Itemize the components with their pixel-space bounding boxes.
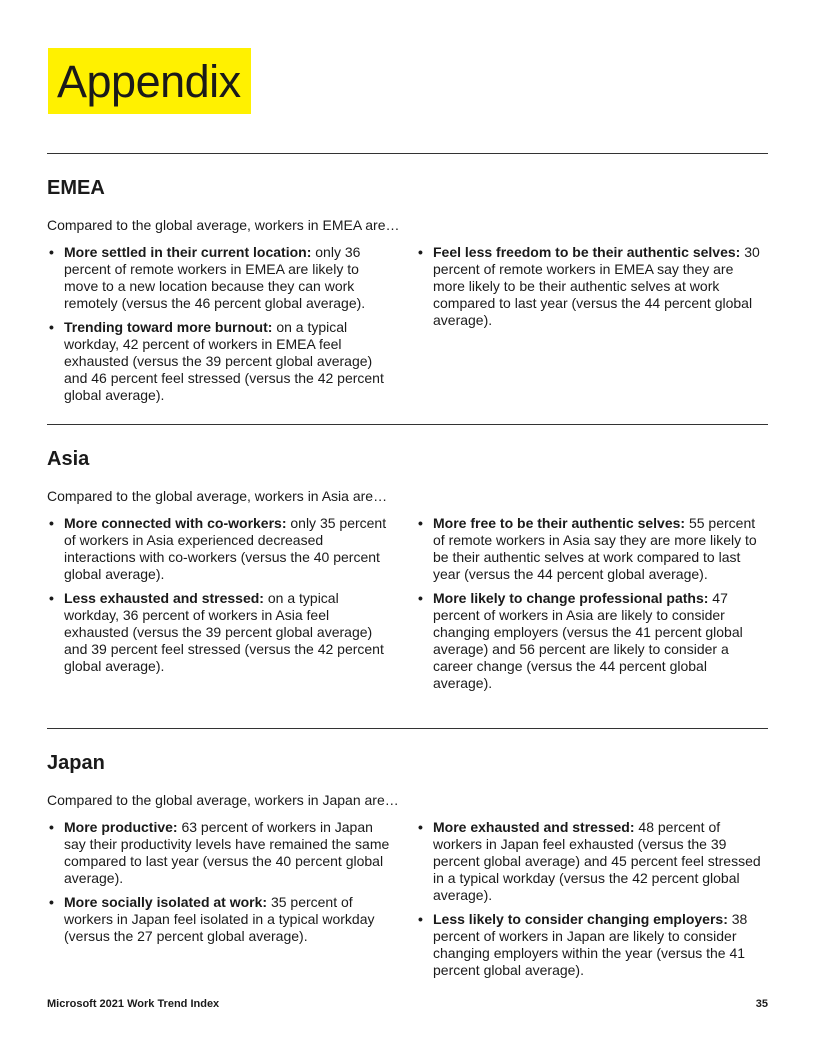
page-footer — [47, 997, 768, 1011]
bullet-lead: Less exhausted and stressed: — [64, 590, 264, 606]
section-divider — [47, 424, 768, 425]
page-title: Appendix — [57, 56, 241, 107]
bullet-text: only 35 percent of workers in Asia experienced decreased interactions with co-workers (versus the 40 percent global average). — [64, 515, 387, 582]
bullet-text: 63 percent of workers in Japan say their productivity levels have remained the same compared to last year (versus the 40 percent global average). — [64, 819, 390, 886]
bullet-lead: More settled in their current location: — [64, 244, 312, 260]
bullet-item — [416, 244, 766, 329]
bullet-lead: Trending toward more burnout: — [64, 319, 273, 335]
bullet-item — [47, 244, 397, 312]
section-intro: Compared to the global average, workers in Japan are… — [47, 792, 399, 808]
bullet-item — [416, 819, 766, 904]
bullet-text: on a typical workday, 36 percent of workers in Asia feel exhausted (versus the 39 percent global average) and 39 percent feel stressed (versus the 42 percent global average). — [64, 590, 384, 674]
bullet-text: 55 percent of remote workers in Asia say they are more likely to be their authentic selves at work compared to last year (versus the 44 percent global average). — [433, 515, 757, 582]
bullet-item — [416, 515, 766, 583]
page-number: 35 — [755, 998, 768, 1010]
bullet-lead: More likely to change professional paths: — [433, 590, 709, 606]
section-intro: Compared to the global average, workers in EMEA are… — [47, 217, 400, 233]
footer-source: Microsoft 2021 Work Trend Index — [47, 998, 220, 1010]
section-asia — [47, 447, 768, 691]
bullet-item — [416, 590, 766, 692]
bullet-text: 48 percent of workers in Japan feel exhausted (versus the 39 percent global average) and 45 percent feel stressed in a typical workday (versus the 42 percent global average). — [433, 819, 761, 903]
bullet-item — [47, 819, 397, 887]
bullet-text: 30 percent of remote workers in EMEA say they are more likely to be their authentic selves at work compared to last year (versus the 44 percent global average). — [433, 244, 760, 328]
bullet-item — [47, 319, 397, 404]
section-heading: EMEA — [47, 177, 105, 199]
bullet-lead: More exhausted and stressed: — [433, 819, 635, 835]
section-japan — [47, 751, 768, 978]
bullet-lead: More free to be their authentic selves: — [433, 515, 686, 531]
section-divider — [47, 728, 768, 729]
section-emea — [47, 176, 768, 403]
section-intro: Compared to the global average, workers in Asia are… — [47, 488, 388, 504]
bullet-text: 35 percent of workers in Japan feel isolated in a typical workday (versus the 27 percent global average). — [64, 894, 375, 944]
bullet-lead: More connected with co-workers: — [64, 515, 287, 531]
bullet-text: only 36 percent of remote workers in EMEA are likely to move to a new location because they can work remotely (versus the 46 percent global average). — [64, 244, 366, 311]
bullet-text: 38 percent of workers in Japan are likely to consider changing employers within the year (versus the 41 percent global average). — [433, 911, 748, 978]
bullet-item — [47, 894, 397, 945]
bullet-lead: Feel less freedom to be their authentic selves: — [433, 244, 741, 260]
bullet-lead: Less likely to consider changing employers: — [433, 911, 728, 927]
section-heading: Asia — [47, 448, 90, 470]
bullet-item — [416, 911, 766, 979]
bullet-lead: More socially isolated at work: — [64, 894, 268, 910]
bullet-item — [47, 515, 397, 583]
section-heading: Japan — [47, 752, 105, 774]
title-highlight — [48, 48, 251, 114]
bullet-lead: More productive: — [64, 819, 178, 835]
bullet-text: 47 percent of workers in Asia are likely to consider changing employers (versus the 41 percent global average) and 56 percent are likely to consider a career change (versus the 44 percent global average). — [433, 590, 743, 691]
section-divider — [47, 153, 768, 154]
bullet-item — [47, 590, 397, 675]
bullet-text: on a typical workday, 42 percent of workers in EMEA feel exhausted (versus the 39 percent global average) and 46 percent feel stressed (versus the 42 percent global average). — [64, 319, 384, 403]
